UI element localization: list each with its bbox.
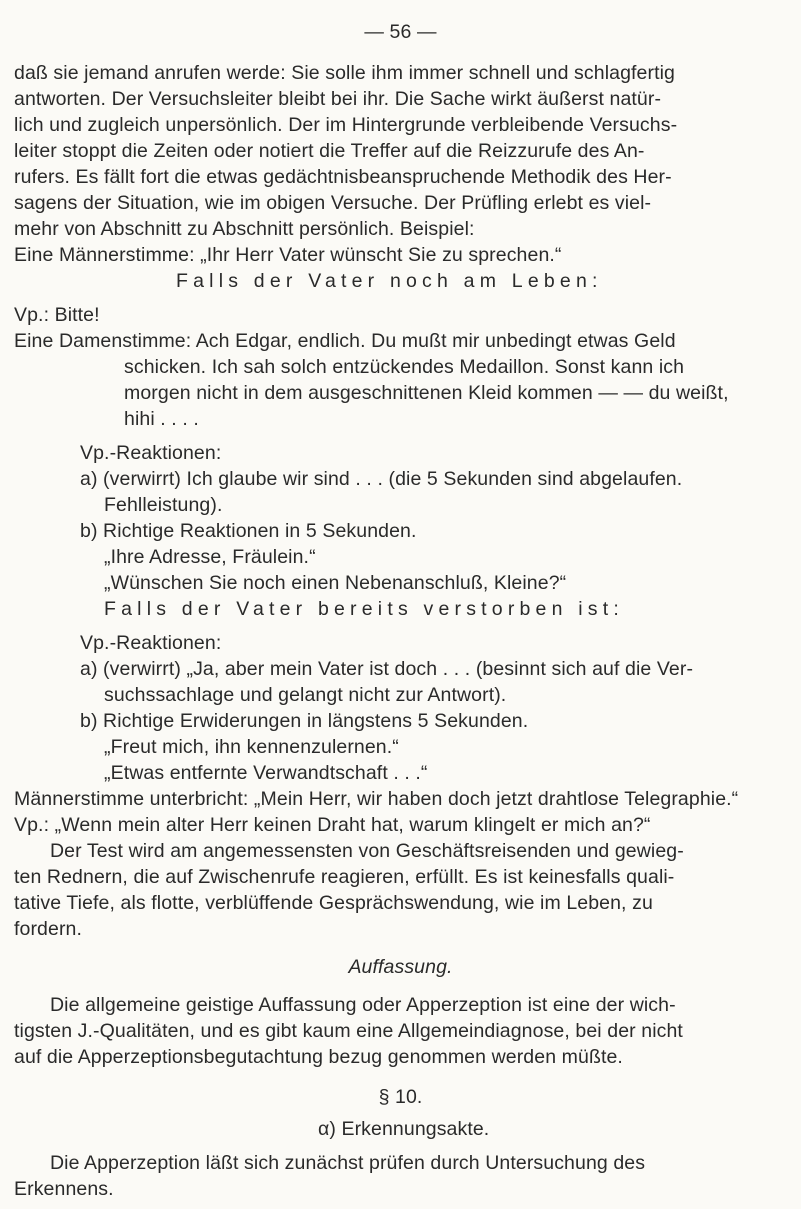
subsection-heading: α) Erkennungsakte. xyxy=(318,1118,490,1140)
text-line: a) (verwirrt) Ich glaube wir sind . . . (die 5 Sekunden sind abgelaufen. xyxy=(80,468,683,490)
text-line: Männerstimme unterbricht: „Mein Herr, wir haben doch jetzt drahtlose Telegraphie.“ xyxy=(14,788,739,810)
text-line: Vp.: „Wenn mein alter Herr keinen Draht hat, warum klingelt er mich an?“ xyxy=(14,814,651,836)
text-line: Vp.: Bitte! xyxy=(14,304,100,326)
text-line: sagens der Situation, wie im obigen Versuche. Der Prüfling erlebt es viel- xyxy=(14,192,652,214)
text-line: Fehlleistung). xyxy=(104,494,223,516)
text-line: Eine Männerstimme: „Ihr Herr Vater wünscht Sie zu sprechen.“ xyxy=(14,244,562,266)
text-line: tative Tiefe, als flotte, verblüffende Gesprächswendung, wie im Leben, zu xyxy=(14,892,653,914)
text-line: morgen nicht in dem ausgeschnittenen Kleid kommen — — du weißt, xyxy=(124,382,729,404)
section-subheading: Falls der Vater noch am Leben: xyxy=(176,270,603,292)
text-line: lich und zugleich unpersönlich. Der im Hintergrunde verbleibende Versuchs- xyxy=(14,114,678,136)
text-line: b) Richtige Erwiderungen in längstens 5 Sekunden. xyxy=(80,710,529,732)
page-number-header: — 56 — xyxy=(364,21,437,43)
text-line: Der Test wird am angemessensten von Geschäftsreisenden und gewieg- xyxy=(50,840,684,862)
text-line: antworten. Der Versuchsleiter bleibt bei ihr. Die Sache wirkt äußerst natür- xyxy=(14,88,662,110)
text-line: rufers. Es fällt fort die etwas gedächtnisbeanspruchende Methodik des Her- xyxy=(14,166,672,188)
text-line: Vp.-Reaktionen: xyxy=(80,632,222,654)
text-line: auf die Apperzeptionsbegutachtung bezug genommen werden müßte. xyxy=(14,1046,623,1068)
text-line: Die Apperzeption läßt sich zunächst prüfen durch Untersuchung des xyxy=(50,1152,646,1174)
text-line: a) (verwirrt) „Ja, aber mein Vater ist doch . . . (besinnt sich auf die Ver- xyxy=(80,658,694,680)
text-line: hihi . . . . xyxy=(124,408,199,430)
text-line: mehr von Abschnitt zu Abschnitt persönlich. Beispiel: xyxy=(14,218,475,240)
text-line: leiter stoppt die Zeiten oder notiert die Treffer auf die Reizzurufe des An- xyxy=(14,140,645,162)
text-line: schicken. Ich sah solch entzückendes Medaillon. Sonst kann ich xyxy=(124,356,685,378)
text-line: Die allgemeine geistige Auffassung oder Apperzeption ist eine der wich- xyxy=(50,994,676,1016)
paragraph-number: § 10. xyxy=(378,1086,423,1108)
section-subheading: Falls der Vater bereits verstorben ist: xyxy=(104,598,624,620)
text-line: b) Richtige Reaktionen in 5 Sekunden. xyxy=(80,520,417,542)
text-line: „Ihre Adresse, Fräulein.“ xyxy=(104,546,316,568)
text-line: „Freut mich, ihn kennenzulernen.“ xyxy=(104,736,399,758)
text-line: Erkennens. xyxy=(14,1178,114,1200)
text-line: suchssachlage und gelangt nicht zur Antwort). xyxy=(104,684,507,706)
text-line: fordern. xyxy=(14,918,83,940)
text-line: ten Rednern, die auf Zwischenrufe reagieren, erfüllt. Es ist keinesfalls quali- xyxy=(14,866,675,888)
text-line: Eine Damenstimme: Ach Edgar, endlich. Du mußt mir unbedingt etwas Geld xyxy=(14,330,676,352)
section-heading: Auffassung. xyxy=(348,956,453,978)
text-line: Vp.-Reaktionen: xyxy=(80,442,222,464)
text-line: „Wünschen Sie noch einen Nebenanschluß, Kleine?“ xyxy=(104,572,567,594)
text-line: „Etwas entfernte Verwandtschaft . . .“ xyxy=(104,762,428,784)
text-line: tigsten J.-Qualitäten, und es gibt kaum eine Allgemeindiagnose, bei der nicht xyxy=(14,1020,683,1042)
text-line: daß sie jemand anrufen werde: Sie solle ihm immer schnell und schlagfertig xyxy=(14,62,675,84)
